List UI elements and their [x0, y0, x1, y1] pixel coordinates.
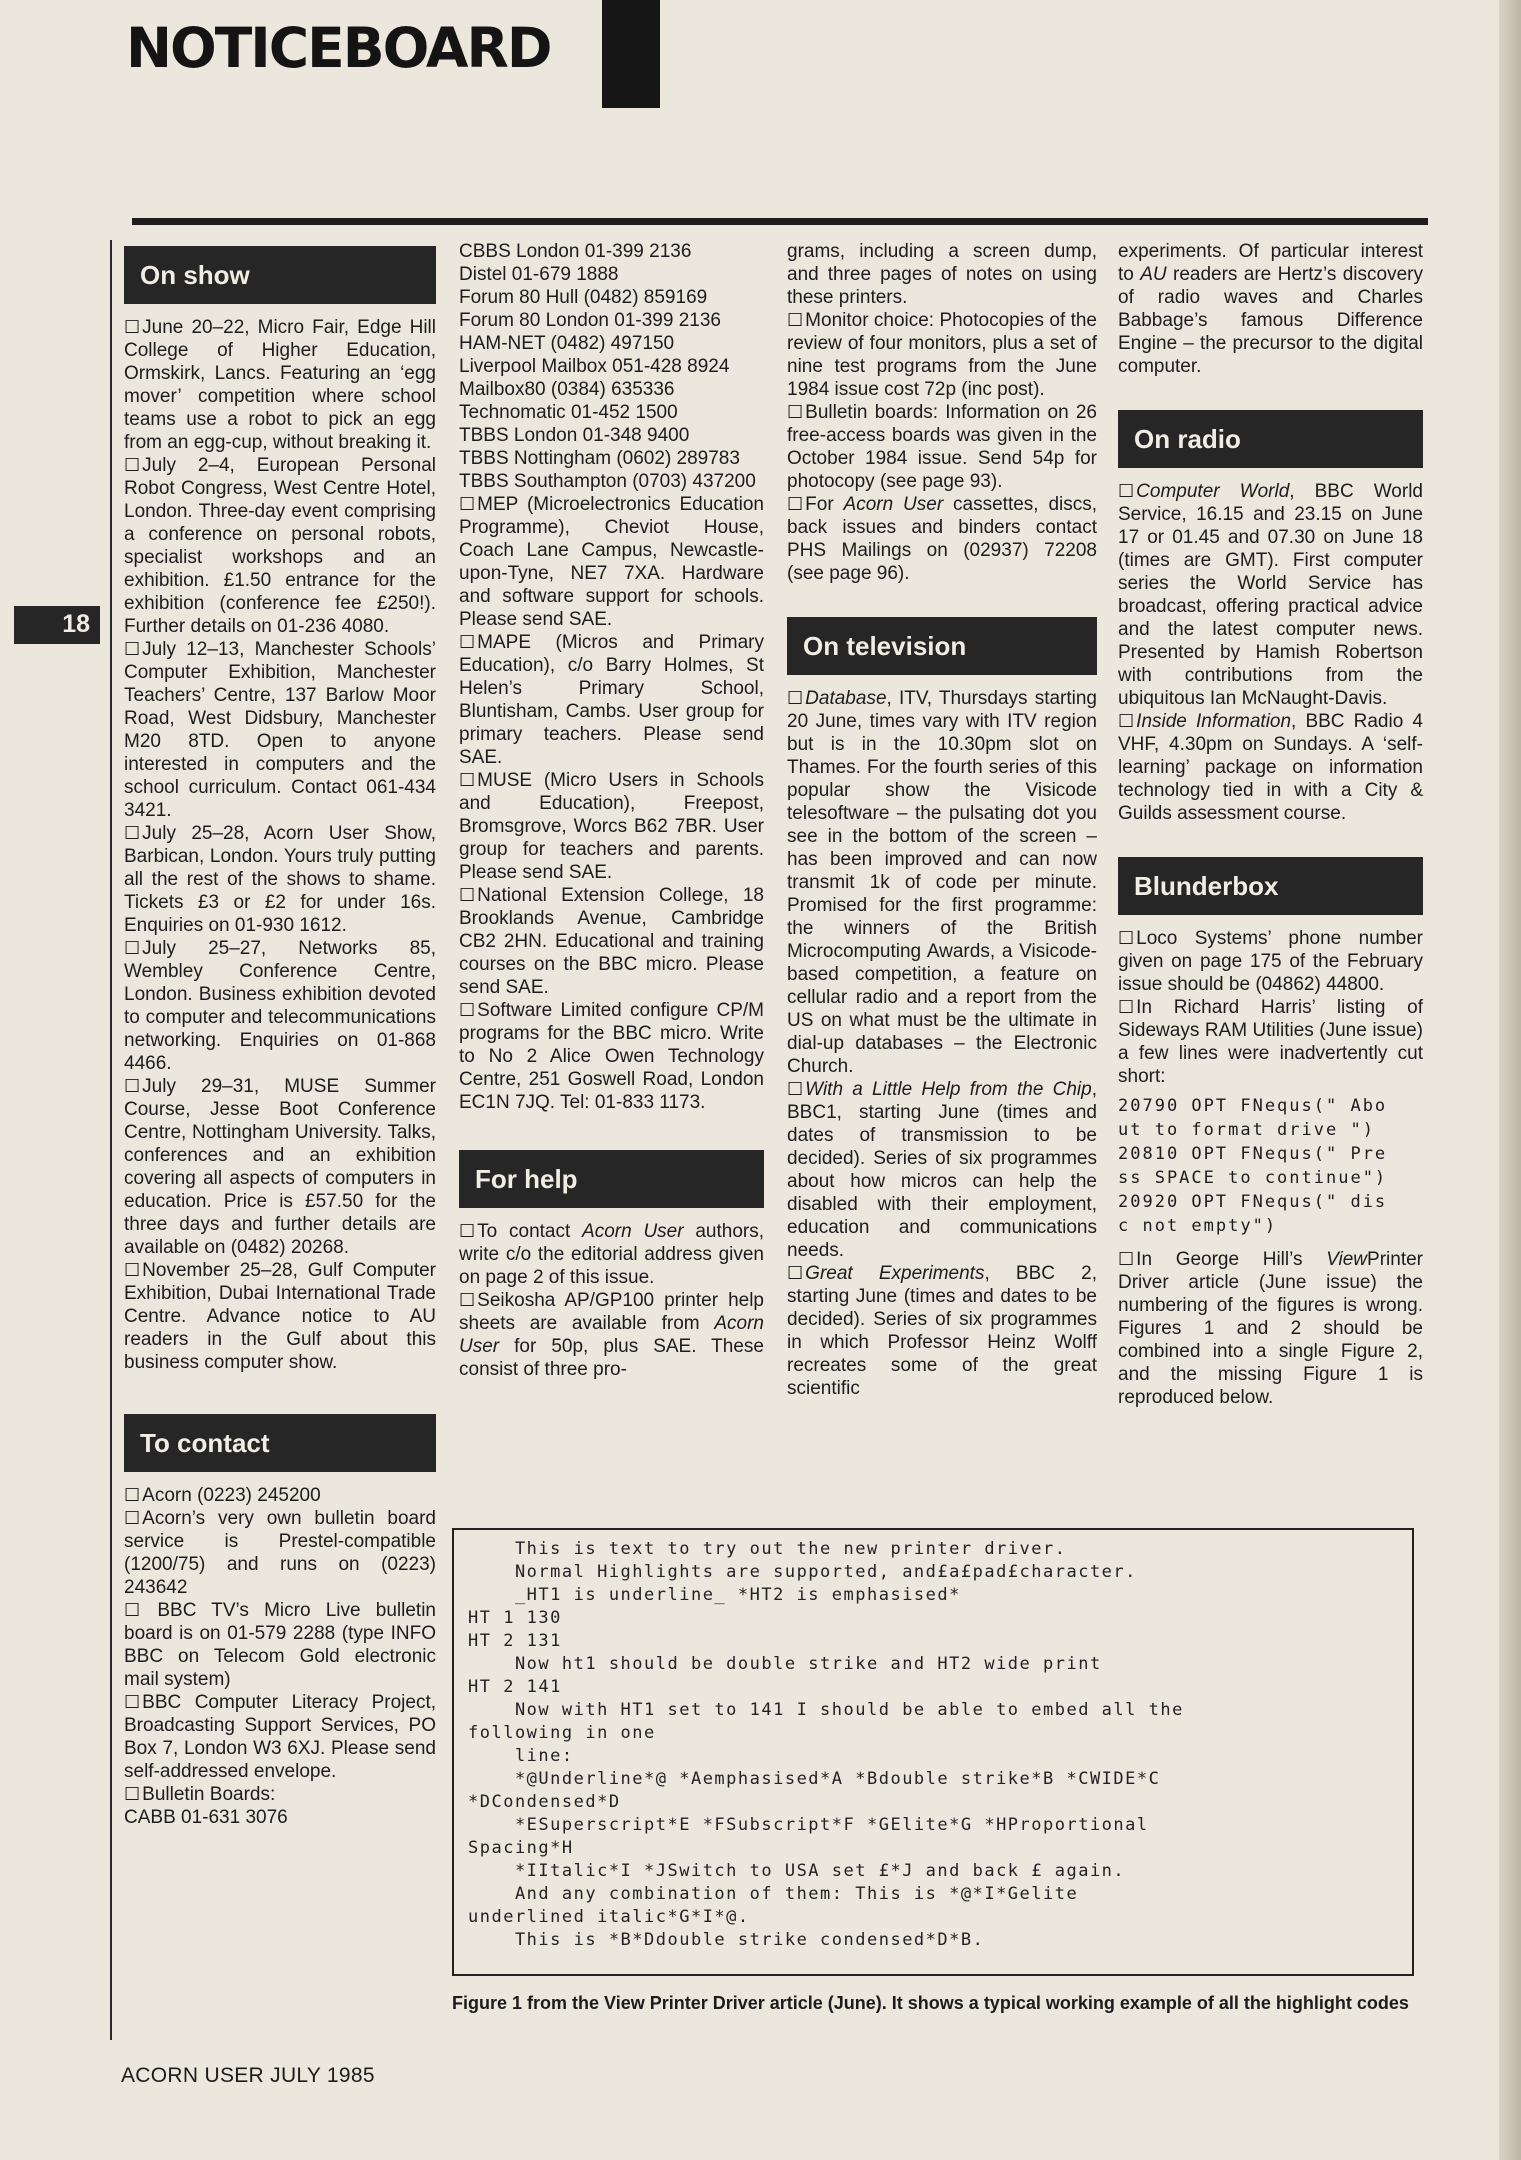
list-item: ☐ July 25–28, Acorn User Show, Barbican, London. Yours truly putting all the rest of the shows to shame. Tickets £3 or £2 for under 16s. Enquiries on 01-930 1612.	[124, 823, 436, 936]
bbs-entry: Distel 01-679 1888	[459, 264, 619, 285]
list-item: ☐ To contact Acorn User authors, write c/o the editorial address given on page 2 of this issue.	[459, 1221, 765, 1288]
figure-line: Now ht1 should be double strike and HT2 wide print	[468, 1654, 1102, 1674]
list-item: ☐ Monitor choice: Photocopies of the review of four monitors, plus a set of nine test programs from the June 1984 issue cost 72p (inc post).	[787, 310, 1097, 400]
list-item: ☐ Acorn (0223) 245200	[124, 1485, 321, 1506]
figure-line: HT 1 130	[468, 1608, 562, 1628]
figure-line: This is *B*Ddouble strike condensed*D*B.	[468, 1930, 985, 1950]
bbs-entry: Forum 80 Hull (0482) 859169	[459, 287, 708, 308]
list-item: ☐ For Acorn User cassettes, discs, back issues and binders contact PHS Mailings on (02937) 72208 (see page 96).	[787, 494, 1098, 584]
list-item: ☐ Inside Information, BBC Radio 4 VHF, 4.30pm on Sundays. A ‘self-learning’ package on information technology tied in with a City & Guilds assessment course.	[1118, 711, 1423, 824]
list-item: ☐ Computer World, BBC World Service, 16.15 and 23.15 on June 17 or 01.45 and 07.30 on June 18 (times are GMT). First computer series the World Service has broadcast, offering practical advice and the latest computer news. Presented by Hamish Robertson with contributions from the ubiquitous Ian McNaught-Davis.	[1118, 481, 1423, 709]
figure-caption: Figure 1 from the View Printer Driver article (June). It shows a typical working example of all the highlight codes	[452, 1993, 1409, 2013]
figure-line: HT 2 141	[468, 1677, 562, 1697]
code-line: ss SPACE to continue")	[1118, 1168, 1388, 1188]
list-item: ☐ BBC TV’s Micro Live bulletin board is on 01-579 2288 (type INFO BBC on Telecom Gold electronic mail system)	[124, 1600, 436, 1690]
column-1	[124, 240, 436, 1829]
title-block	[602, 0, 660, 108]
page-footer: ACORN USER JULY 1985	[121, 2064, 375, 2087]
list-item: ☐ Bulletin boards: Information on 26 free-access boards was given in the October 1984 issue. Send 54p for photocopy (see page 93).	[787, 402, 1097, 492]
page-number: 18	[14, 606, 100, 644]
top-rule	[132, 218, 1428, 225]
list-item: ☐ June 20–22, Micro Fair, Edge Hill College of Higher Education, Ormskirk, Lancs. Featuring an ‘egg mover’ competition where school teams use a robot to pick an egg from an egg-cup, without breaking it.	[124, 317, 436, 453]
figure-line: Spacing*H	[468, 1838, 574, 1858]
list-item: CABB 01-631 3076	[124, 1807, 288, 1828]
list-item: ☐ Acorn’s very own bulletin board service is Prestel-compatible (1200/75) and runs on (0223) 243642	[124, 1508, 436, 1598]
figure-line: following in one	[468, 1723, 656, 1743]
figure-line: *ESuperscript*E *FSubscript*F *GElite*G *HProportional	[468, 1815, 1149, 1835]
list-item: ☐ Software Limited configure CP/M programs for the BBC micro. Write to No 2 Alice Owen Technology Centre, 251 Goswell Road, London EC1N 7JQ. Tel: 01-833 1173.	[459, 1000, 764, 1113]
list-item: ☐ MEP (Microelectronics Education Programme), Cheviot House, Coach Lane Campus, Newcastle-upon-Tyne, NE7 7XA. Hardware and software support for schools. Please send SAE.	[459, 494, 764, 630]
list-item: ☐ Great Experiments, BBC 2, starting June (times and dates to be decided). Series of six programmes in which Professor Heinz Wolff recreates some of the great scientific	[787, 1263, 1097, 1399]
column-rule	[110, 240, 112, 2040]
bbs-entry: TBBS Nottingham (0602) 289783	[459, 448, 740, 469]
bbs-entry: TBBS London 01-348 9400	[459, 425, 690, 446]
list-item: ☐ In George Hill’s ViewPrinter Driver article (June issue) the numbering of the figures is wrong. Figures 1 and 2 should be combined into a single Figure 2, and the missing Figure 1 is reproduced below.	[1118, 1249, 1423, 1408]
bbs-entry: Forum 80 London 01-399 2136	[459, 310, 721, 331]
list-item: ☐ With a Little Help from the Chip, BBC1, starting June (times and dates of transmission to be decided). Series of six programmes about how micros can help the disabled with their employment, education and communications needs.	[787, 1079, 1097, 1261]
list-item: ☐ In Richard Harris’ listing of Sideways RAM Utilities (June issue) a few lines were inadvertently cut short:	[1118, 997, 1423, 1087]
section-heading-on-show: On show	[124, 246, 436, 304]
figure-line: Normal Highlights are supported, and£a£pad£character.	[468, 1562, 1137, 1582]
figure-line: *@Underline*@ *Aemphasised*A *Bdouble strike*B *CWIDE*C	[468, 1769, 1161, 1789]
code-line: 20810 OPT FNequs(" Pre	[1118, 1144, 1388, 1164]
section-heading-to-contact: To contact	[124, 1414, 436, 1472]
bbs-entry: Liverpool Mailbox 051-428 8924	[459, 356, 730, 377]
page-title: NOTICEBOARD	[126, 16, 551, 80]
list-item: ☐ July 12–13, Manchester Schools’ Computer Exhibition, Manchester Teachers’ Centre, 137 Barlow Moor Road, West Didsbury, Manchester M20 8TD. Open to anyone interested in computers and the school curriculum. Contact 061-434 3421.	[124, 639, 436, 821]
section-heading-for-help: For help	[459, 1150, 764, 1208]
figure-line: *IItalic*I *JSwitch to USA set £*J and back £ again.	[468, 1861, 1126, 1881]
section-heading-on-radio: On radio	[1118, 410, 1423, 468]
column-4	[1118, 240, 1423, 1409]
code-line: 20790 OPT FNequs(" Abo	[1118, 1096, 1388, 1116]
figure-1-box	[452, 1528, 1414, 1976]
code-line: c not empty")	[1118, 1216, 1278, 1236]
figure-line: HT 2 131	[468, 1631, 562, 1651]
figure-line: underlined italic*G*I*@.	[468, 1907, 750, 1927]
list-item: ☐ July 2–4, European Personal Robot Congress, West Centre Hotel, London. Three-day event comprising a conference on personal robots, specialist workshops and an exhibition. £1.50 entrance for the exhibition (conference fee £250!). Further details on 01-236 4080.	[124, 455, 436, 637]
bbs-entry: TBBS Southampton (0703) 437200	[459, 471, 756, 492]
list-item: ☐ Seikosha AP/GP100 printer help sheets are available from Acorn User for 50p, plus SAE. These consist of three pro-	[459, 1290, 764, 1380]
code-line: ut to format drive ")	[1118, 1120, 1375, 1140]
list-item: ☐ Bulletin Boards:	[124, 1784, 276, 1805]
figure-line: _HT1 is underline_ *HT2 is emphasised*	[468, 1585, 961, 1605]
list-item: ☐ MUSE (Micro Users in Schools and Education), Freepost, Bromsgrove, Worcs B62 7BR. User group for teachers and parents. Please send SAE.	[459, 770, 764, 883]
figure-line: This is text to try out the new printer driver.	[468, 1539, 1067, 1559]
page-edge	[1499, 0, 1521, 2160]
list-item: ☐ Loco Systems’ phone number given on page 175 of the February issue should be (04862) 44800.	[1118, 928, 1423, 995]
list-item: ☐ National Extension College, 18 Brooklands Avenue, Cambridge CB2 2HN. Educational and training courses on the BBC micro. Please send SAE.	[459, 885, 764, 998]
figure-line: And any combination of them: This is *@*I*Gelite	[468, 1884, 1079, 1904]
bbs-entry: Technomatic 01-452 1500	[459, 402, 678, 423]
section-heading-on-television: On television	[787, 617, 1097, 675]
list-item: ☐ MAPE (Micros and Primary Education), c/o Barry Holmes, St Helen’s Primary School, Bluntisham, Cambs. User group for primary teachers. Please send SAE.	[459, 632, 764, 768]
bbs-entry: HAM-NET (0482) 497150	[459, 333, 675, 354]
column-3	[787, 240, 1097, 1400]
bbs-entry: CBBS London 01-399 2136	[459, 241, 692, 262]
figure-line: line:	[468, 1746, 574, 1766]
column-2	[459, 240, 764, 1381]
section-heading-blunderbox: Blunderbox	[1118, 857, 1423, 915]
list-item: ☐ Database, ITV, Thursdays starting 20 June, times vary with ITV region but is in the 10.30pm slot on Thames. For the fourth series of this popular show the Visicode telesoftware – the pulsating dot you see in the bottom of the screen – has been improved and can now transmit 1k of code per minute. Promised for the first programme: the winners of the British Microcomputing Awards, a Visicode-based competition, a feature on cellular radio and a report from the US on what must be the ultimate in dial-up databases – the Electronic Church.	[787, 688, 1097, 1077]
list-item: ☐ November 25–28, Gulf Computer Exhibition, Dubai International Trade Centre. Advance notice to AU readers in the Gulf about this business computer show.	[124, 1260, 436, 1373]
figure-line: Now with HT1 set to 141 I should be able to embed all the	[468, 1700, 1184, 1720]
code-line: 20920 OPT FNequs(" dis	[1118, 1192, 1388, 1212]
paragraph: grams, including a screen dump, and three pages of notes on using these printers.	[787, 241, 1097, 308]
list-item: ☐ July 29–31, MUSE Summer Course, Jesse Boot Conference Centre, Nottingham University. Talks, conferences and an exhibition covering all aspects of computers in education. Price is £57.50 for the three days and further details are available on (0482) 20268.	[124, 1076, 436, 1258]
figure-line: *DCondensed*D	[468, 1792, 621, 1812]
list-item: ☐ BBC Computer Literacy Project, Broadcasting Support Services, PO Box 7, London W3 6XJ. Please send self-addressed envelope.	[124, 1692, 436, 1782]
list-item: ☐ July 25–27, Networks 85, Wembley Conference Centre, London. Business exhibition devoted to computer and telecommunications networking. Enquiries on 01-868 4466.	[124, 938, 436, 1074]
bbs-entry: Mailbox80 (0384) 635336	[459, 379, 675, 400]
paragraph: experiments. Of particular interest to AU readers are Hertz’s discovery of radio waves and Charles Babbage’s famous Difference Engine – the precursor to the digital computer.	[1118, 241, 1423, 377]
